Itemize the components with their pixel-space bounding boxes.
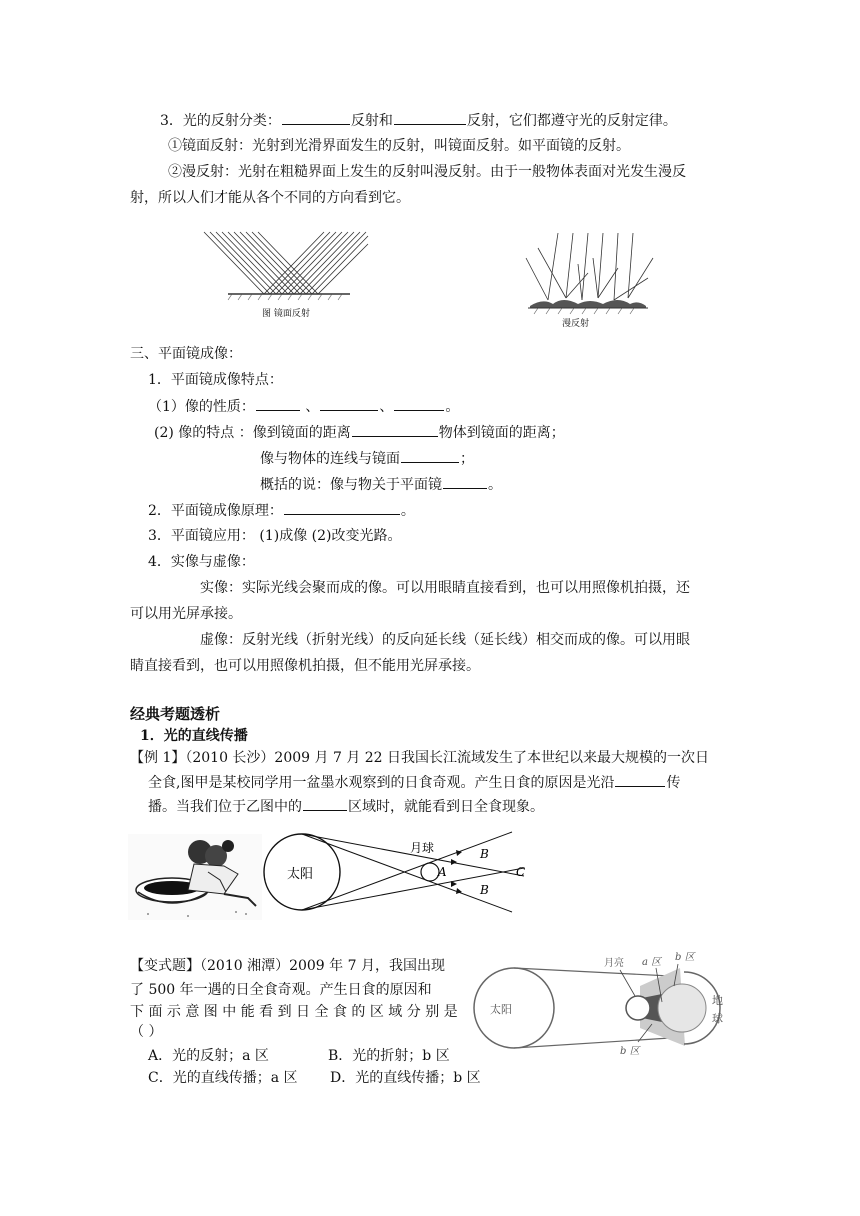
diffuse-definition: ②漫反射：光射在粗糙界面上发生的反射叫漫反射。由于一般物体表面对光发生漫反 <box>168 164 686 180</box>
example1-line2-text: 全食,图甲是某校同学用一盆墨水观察到的日食奇观。产生日食的原因是光沿 <box>148 775 615 791</box>
example1-line1: 【例 1】（2010 长沙）2009 月 7 月 22 日我国长江流域发生了本世纪以来最大规模的一次日 <box>130 750 710 766</box>
real-image-text: 实像：实际光线会聚而成的像。可以用眼睛直接看到，也可以用照像机拍摄，还 <box>200 580 690 596</box>
reflection-types-mid: 反射和 <box>350 113 393 129</box>
summary-label: 概括的说：像与物关于平面镜 <box>260 477 442 493</box>
moon-label: 月球 <box>410 841 435 855</box>
sun-label: 太阳 <box>490 1003 512 1016</box>
diffuse-caption: 漫反射 <box>562 319 590 329</box>
option-a: A．光的反射；a 区 <box>148 1048 269 1064</box>
moon-circle <box>421 863 439 881</box>
blank <box>394 110 466 125</box>
separator: 、 <box>305 399 320 415</box>
connecting-label: 像与物体的连线与镜面 <box>260 451 400 467</box>
blank <box>615 772 665 787</box>
zone-a-label: a 区 <box>642 957 662 968</box>
subsection-heading: 1．光的直线传播 <box>140 728 248 744</box>
example1-line2-end: 传 <box>666 775 681 791</box>
image-features-line <box>154 422 565 443</box>
variant-line3: 下 面 示 意 图 中 能 看 到 日 全 食 的 区 域 分 别 是 <box>130 1004 458 1020</box>
separator: 、 <box>379 399 394 415</box>
example1-line2 <box>148 772 680 793</box>
example1-line3-text: 播。当我们位于乙图中的 <box>148 799 302 815</box>
eclipse-zones-diagram <box>470 946 740 1060</box>
blank <box>284 500 400 515</box>
sun-label: 太阳 <box>287 867 314 882</box>
option-c: C．光的直线传播；a 区 <box>148 1070 298 1086</box>
option-b: B．光的折射；b 区 <box>328 1048 450 1064</box>
period: 。 <box>445 399 460 415</box>
specular-definition: ①镜面反射：光射到光滑界面发生的反射，叫镜面反射。如平面镜的反射。 <box>168 138 630 154</box>
earth-label-1: 地 <box>712 994 723 1007</box>
mirror-principle-line <box>148 500 415 521</box>
zone-b-top-label: b 区 <box>675 952 695 963</box>
semicolon: ； <box>460 451 474 467</box>
option-d: D．光的直线传播；b 区 <box>330 1070 481 1086</box>
mirror-features-title: 1．平面镜成像特点： <box>148 372 283 388</box>
image-features-label: (2) 像的特点 ：像到镜面的距离 <box>154 425 351 441</box>
diffuse-definition-cont: 射，所以人们才能从各个不同的方向看到它。 <box>130 190 410 206</box>
real-image-text-cont: 可以用光屏承接。 <box>130 606 242 622</box>
earth-label-2: 球 <box>712 1012 723 1025</box>
reflection-types-end: 反射，它们都遵守光的反射定律。 <box>466 113 677 129</box>
reflection-types-label: 3．光的反射分类： <box>160 113 281 129</box>
zone-A-label: A <box>438 865 447 879</box>
section-heading-exam: 经典考题透析 <box>130 705 221 723</box>
mirror-principle-label: 2．平面镜成像原理： <box>148 503 283 519</box>
zone-B-upper-label: B <box>480 847 489 861</box>
period: 。 <box>400 503 415 519</box>
image-nature-label: （1）像的性质： <box>148 399 255 415</box>
diffuse-reflection-figure <box>518 228 658 318</box>
zone-b-bottom-label: b 区 <box>620 1046 640 1057</box>
sun-circle <box>474 968 554 1048</box>
mirror-applications: 3．平面镜应用： (1)成像 (2)改变光路。 <box>148 528 402 544</box>
example1-line3 <box>148 796 544 817</box>
blank <box>443 474 487 489</box>
example1-line3-end: 区域时，就能看到日全食现象。 <box>348 799 544 815</box>
section-heading-mirror: 三、平面镜成像： <box>130 346 242 362</box>
image-nature-line <box>148 396 459 417</box>
blank <box>352 422 438 437</box>
blank <box>282 110 350 125</box>
variant-line1: 【变式题】（2010 湘潭）2009 年 7 月，我国出现 <box>130 958 445 974</box>
virtual-image-text-cont: 睛直接看到，也可以用照像机拍摄，但不能用光屏承接。 <box>130 658 480 674</box>
moon-label: 月亮 <box>604 958 624 969</box>
solar-eclipse-diagram <box>262 822 532 926</box>
child-observing-basin-illustration <box>128 834 262 920</box>
zone-B-lower-label: B <box>480 883 489 897</box>
blank <box>401 448 459 463</box>
moon-circle <box>626 996 650 1020</box>
zone-C-label: C <box>516 865 526 879</box>
image-features-end: 物体到镜面的距离； <box>438 425 565 441</box>
blank <box>303 796 347 811</box>
connecting-line <box>260 448 474 469</box>
real-virtual-title: 4．实像与虚像： <box>148 554 255 570</box>
reflection-types-line <box>160 110 677 131</box>
blank <box>256 396 300 411</box>
blank <box>320 396 378 411</box>
period: 。 <box>488 477 502 493</box>
specular-caption: 图 镜面反射 <box>262 309 310 319</box>
blank <box>394 396 444 411</box>
variant-answer-bracket: （ ） <box>130 1024 163 1040</box>
virtual-image-text: 虚像：反射光线（折射光线）的反向延长线（延长线）相交而成的像。可以用眼 <box>200 632 690 648</box>
summary-line <box>260 474 502 495</box>
variant-line2: 了 500 年一遇的日全食奇观。产生日食的原因和 <box>130 982 432 998</box>
